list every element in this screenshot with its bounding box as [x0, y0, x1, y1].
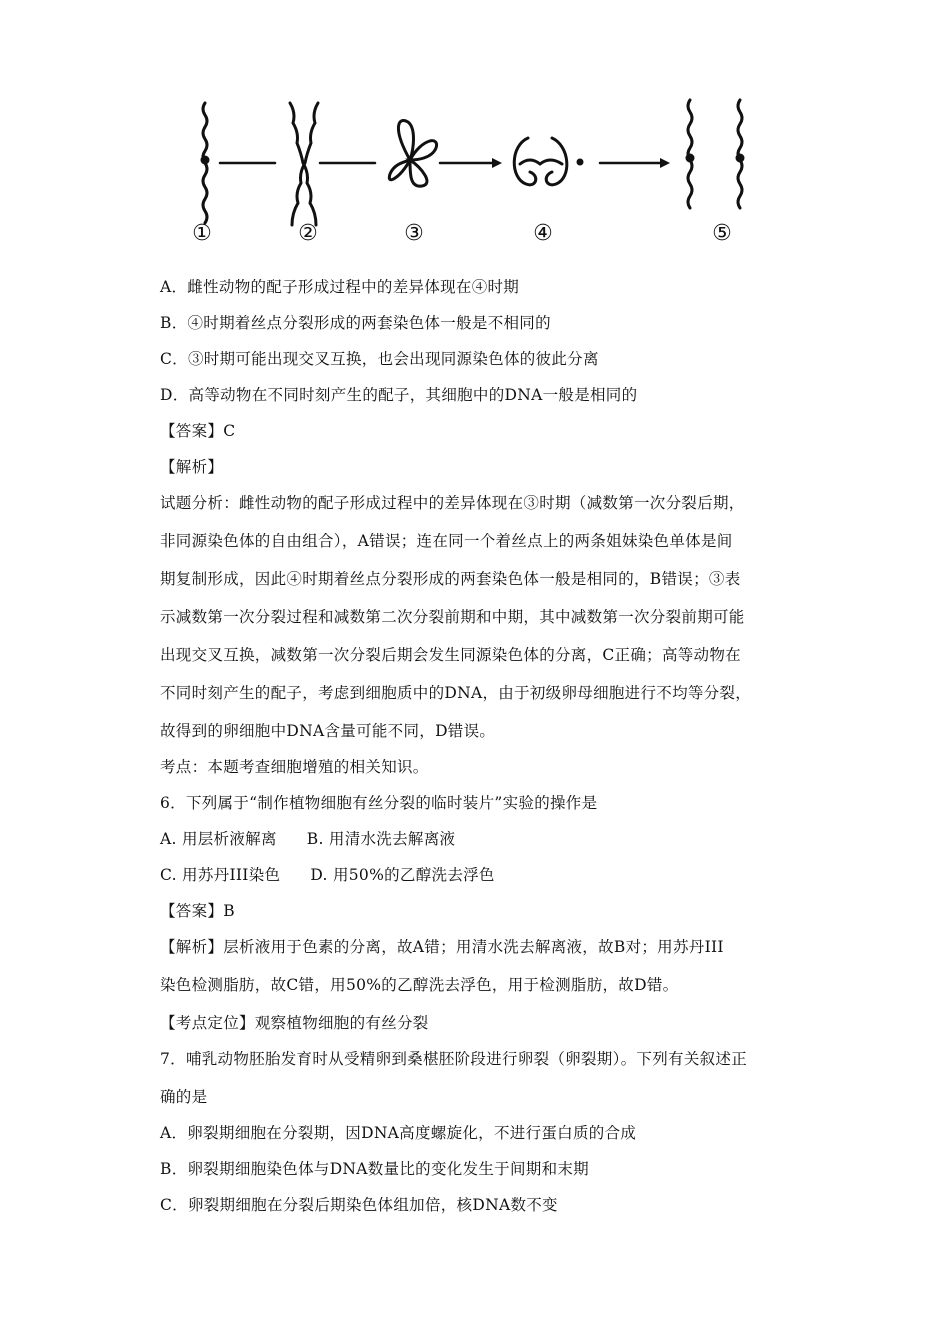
- q6-option-a: A. 用层析液解离: [160, 830, 277, 848]
- q5-analysis-title: 【解析】: [160, 458, 224, 476]
- q5-kaodian: 考点：本题考查细胞增殖的相关知识。: [160, 758, 429, 776]
- q6-option-d: D. 用50%的乙醇洗去浮色: [310, 866, 495, 884]
- q6-kaodian: 【考点定位】观察植物细胞的有丝分裂: [160, 1014, 429, 1032]
- q6-analysis-line: 【解析】层析液用于色素的分离，故A错；用清水洗去解离液，故B对；用苏丹III: [160, 938, 724, 956]
- q5-analysis-line: 出现交叉互换，减数第一次分裂后期会发生同源染色体的分离，C正确；高等动物在: [160, 646, 741, 664]
- q5-answer: 【答案】C: [160, 422, 236, 440]
- q5-analysis-line: 试题分析：雌性动物的配子形成过程中的差异体现在③时期（减数第一次分裂后期，: [160, 494, 745, 512]
- q5-option-c: C．③时期可能出现交叉互换，也会出现同源染色体的彼此分离: [160, 350, 599, 368]
- q5-analysis-line: 故得到的卵细胞中DNA含量可能不同，D错误。: [160, 722, 496, 740]
- q7-option-a: A．卵裂期细胞在分裂期，因DNA高度螺旋化，不进行蛋白质的合成: [160, 1124, 637, 1142]
- q6-option-c: C. 用苏丹III染色: [160, 866, 281, 884]
- q6-analysis-line: 染色检测脂肪，故C错，用50%的乙醇洗去浮色，用于检测脂肪，故D错。: [160, 976, 679, 994]
- q7-option-c: C．卵裂期细胞在分裂后期染色体组加倍，核DNA数不变: [160, 1196, 558, 1214]
- q7-option-b: B．卵裂期细胞染色体与DNA数量比的变化发生于间期和末期: [160, 1160, 589, 1178]
- q6-stem: 6．下列属于“制作植物细胞有丝分裂的临时装片”实验的操作是: [160, 794, 598, 812]
- q6-options-ab: [160, 829, 455, 849]
- q6-option-b: B. 用清水洗去解离液: [306, 830, 456, 848]
- stage-label-5: ⑤: [712, 221, 732, 246]
- q7-stem: 7．哺乳动物胚胎发育时从受精卵到桑椹胚阶段进行卵裂（卵裂期）。下列有关叙述正: [160, 1050, 748, 1068]
- q5-analysis-line: 期复制形成，因此④时期着丝点分裂形成的两套染色体一般是相同的，B错误；③表: [160, 570, 741, 588]
- stage3-chromosome: [389, 121, 436, 187]
- q6-answer: 【答案】B: [160, 902, 235, 920]
- stage-label-1: ①: [192, 221, 212, 246]
- stage-label-3: ③: [404, 221, 424, 246]
- q7-stem: 确的是: [160, 1088, 208, 1106]
- chromosome-diagram: [160, 88, 800, 258]
- q5-option-b: B．④时期着丝点分裂形成的两套染色体一般是不相同的: [160, 314, 551, 332]
- q5-analysis-line: 非同源染色体的自由组合），A错误；连在同一个着丝点上的两条姐妹染色单体是间: [160, 532, 733, 550]
- q6-options-cd: [160, 865, 495, 885]
- stage2-chromosome-b: [292, 103, 318, 225]
- q5-option-d: D．高等动物在不同时刻产生的配子，其细胞中的DNA一般是相同的: [160, 386, 638, 404]
- q5-option-a: A．雌性动物的配子形成过程中的差异体现在④时期: [160, 278, 520, 296]
- q5-analysis-line: 不同时刻产生的配子，考虑到细胞质中的DNA，由于初级卵母细胞进行不均等分裂，: [160, 684, 752, 702]
- stage-label-4: ④: [533, 221, 553, 246]
- q5-analysis-line: 示减数第一次分裂过程和减数第二次分裂前期和中期，其中减数第一次分裂前期可能: [160, 608, 745, 626]
- stage-label-2: ②: [298, 221, 318, 246]
